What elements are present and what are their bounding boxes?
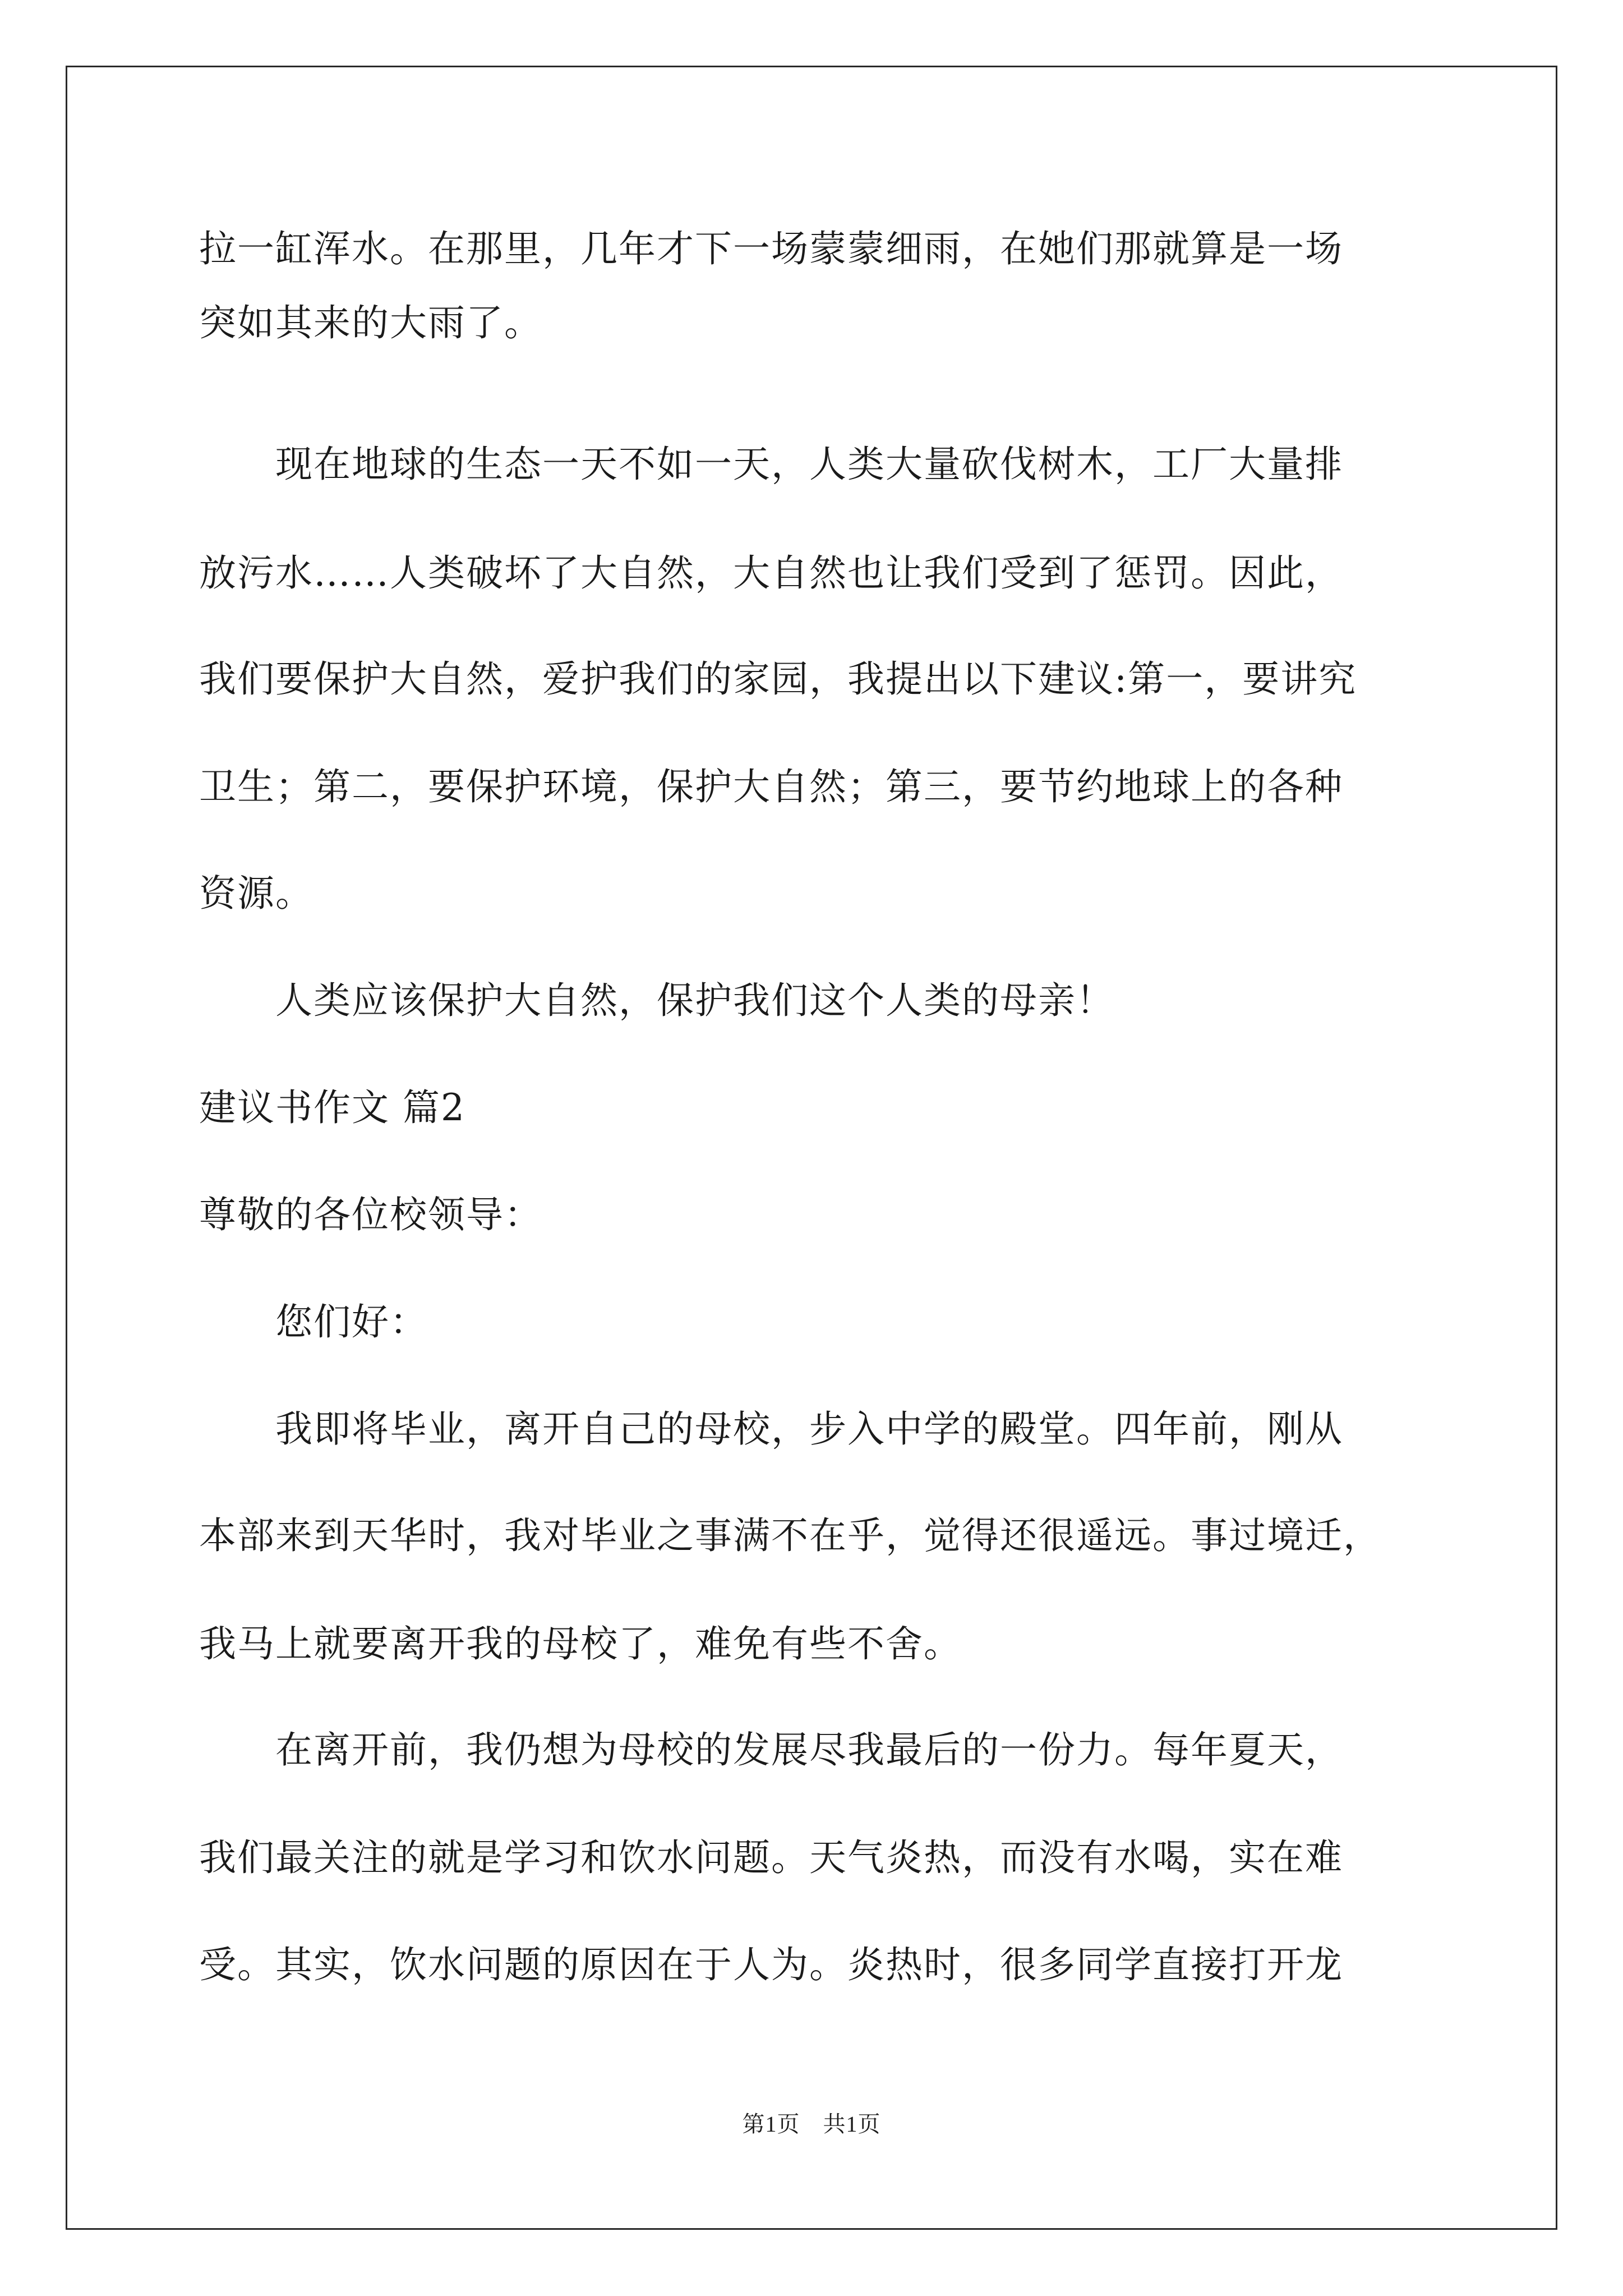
body-line: 拉一缸浑水。在那里，几年才下一场蒙蒙细雨，在她们那就算是一场 [199,227,1343,270]
body-line: 本部来到天华时，我对毕业之事满不在乎，觉得还很遥远。事过境迁， [199,1514,1381,1557]
body-line: 放污水……人类破坏了大自然，大自然也让我们受到了惩罚。因此， [199,551,1343,595]
body-line: 人类应该保护大自然，保护我们这个人类的母亲！ [199,979,1114,1022]
body-line: 资源。 [199,872,313,915]
body-line: 我马上就要离开我的母校了，难免有些不舍。 [199,1622,962,1665]
body-line: 在离开前，我仍想为母校的发展尽我最后的一份力。每年夏天， [199,1728,1343,1772]
page-number-footer: 第1页 共1页 [742,2111,881,2137]
body-line: 我们要保护大自然，爱护我们的家园，我提出以下建议:第一，要讲究 [199,657,1357,701]
body-line: 我即将毕业，离开自己的母校，步入中学的殿堂。四年前，刚从 [199,1407,1343,1451]
page-border [66,66,1557,2230]
salutation: 尊敬的各位校领导： [199,1193,542,1236]
section-heading: 建议书作文 篇2 [199,1086,465,1129]
body-line: 现在地球的生态一天不如一天，人类大量砍伐树木，工厂大量排 [199,443,1343,486]
body-line: 突如其来的大雨了。 [199,301,542,344]
greeting: 您们好： [199,1300,428,1343]
body-line: 受。其实，饮水问题的原因在于人为。炎热时，很多同学直接打开龙 [199,1943,1343,1986]
body-line: 我们最关注的就是学习和饮水问题。天气炎热，而没有水喝，实在难 [199,1836,1343,1879]
body-line: 卫生；第二，要保护环境，保护大自然；第三，要节约地球上的各种 [199,765,1343,808]
